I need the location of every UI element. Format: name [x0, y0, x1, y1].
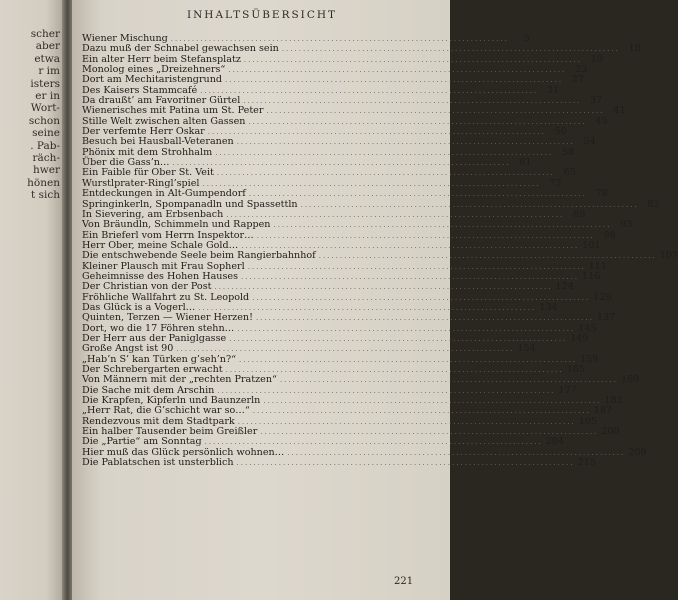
toc-entry-page: 41 [613, 105, 626, 117]
toc-dot-leader: ................................................................................ [176, 345, 515, 354]
left-page-fragment: seine [32, 127, 60, 140]
toc-dot-leader: ................................................................................ [214, 283, 553, 292]
toc-dot-leader: ................................................................................ [236, 138, 575, 147]
toc-dot-leader: ................................................................................ [252, 407, 591, 416]
toc-entry-title: Dazu muß der Schnabel gewachsen sein [82, 43, 279, 55]
toc-entry-title: Der Christian von der Post [82, 281, 212, 293]
toc-dot-leader: ................................................................................ [281, 45, 620, 54]
toc-entry-page: 111 [588, 260, 608, 272]
toc-entry-page: 54 [583, 136, 596, 148]
toc-entry-page: 209 [628, 446, 647, 458]
toc-entry-page: 129 [593, 291, 612, 303]
toc-dot-leader: ................................................................................ [228, 66, 567, 75]
toc-entry-page: 116 [582, 270, 601, 282]
toc-entry-page: 101 [582, 239, 601, 251]
toc-entry-page: 177 [558, 384, 577, 396]
toc-entry-page: 61 [519, 157, 532, 169]
toc-entry-title: Ein alter Herr beim Stefansplatz [82, 53, 241, 65]
toc-dot-leader: ................................................................................ [225, 76, 564, 85]
toc-dot-leader: ................................................................................ [241, 241, 580, 250]
toc-dot-leader: ................................................................................ [226, 210, 565, 219]
toc-entry-title: Ein halber Tausender beim Greißler [82, 426, 258, 438]
toc-entry-page: 169 [620, 374, 640, 386]
toc-entry-page: 65 [563, 167, 576, 179]
toc-dot-leader: ................................................................................ [279, 376, 618, 385]
toc-entry [82, 250, 678, 262]
toc-entry-title: Springinkerln, Spompanadln und Spassettln [82, 198, 298, 210]
toc-entry-title: In Sievering, am Erbsenbach [82, 208, 224, 220]
toc-entry-title: Hier muß das Glück persönlich wohnen… [82, 446, 285, 458]
toc-entry-title: Der verfemte Herr Oskar [82, 126, 205, 138]
toc-entry-title: Die Krapfen, Kipferln und Baunzerln [82, 395, 261, 407]
toc-entry-title: Die Pablatschen ist unsterblich [82, 457, 234, 469]
toc-entry-page: 89 [573, 208, 586, 220]
toc-entry-title: Von Bräundln, Schimmeln und Rappen [82, 219, 271, 231]
toc-entry-page: 37 [590, 95, 603, 107]
toc-dot-leader: ................................................................................ [248, 117, 587, 126]
toc-entry-title: Dort am Mechitaristengrund [82, 74, 223, 86]
toc-dot-leader: ................................................................................ [248, 190, 587, 199]
page-heading: INHALTSÜBERSICHT [186, 9, 338, 21]
toc-entry-page: 204 [545, 436, 564, 448]
toc-entry-title: Stille Welt zwischen alten Gassen [82, 115, 246, 127]
toc-entry-page: 73 [549, 177, 562, 189]
toc-entry-title: Entdeckungen in Alt-Gumpendorf [82, 188, 246, 200]
toc-dot-leader: ................................................................................ [300, 200, 639, 209]
toc-entry-page: 159 [580, 353, 599, 365]
toc-dot-leader: ................................................................................ [255, 314, 594, 323]
left-page-fragment: er in [35, 90, 60, 102]
page-number: 221 [394, 576, 414, 587]
left-page-fragment: hönen [27, 176, 60, 189]
toc-dot-leader: ................................................................................ [229, 334, 568, 343]
toc-dot-leader: ................................................................................ [215, 148, 554, 157]
toc-entry-title: Fröhliche Wallfahrt zu St. Leopold [82, 291, 250, 303]
toc-dot-leader: ................................................................................ [287, 448, 626, 457]
toc-dot-leader: ................................................................................ [260, 428, 599, 437]
toc-dot-leader: ................................................................................ [236, 459, 575, 468]
toc-dot-leader: ................................................................................ [237, 417, 576, 426]
toc-entry-page: 58 [561, 146, 575, 158]
toc-dot-leader: ................................................................................ [172, 159, 511, 168]
toc-dot-leader: ................................................................................ [318, 252, 657, 261]
toc-entry [82, 457, 596, 469]
left-page-fragment: . Pab- [30, 139, 60, 152]
toc-dot-leader: ................................................................................ [247, 262, 586, 271]
toc-dot-leader: ................................................................................ [225, 366, 564, 374]
toc-entry-title: Die „Partie“ am Sonntag [82, 436, 202, 448]
toc-entry-page: 183 [604, 395, 623, 407]
toc-dot-leader: ................................................................................ [239, 355, 578, 364]
left-page-fragment: isters [30, 77, 60, 90]
left-page-fragment: hwer [33, 164, 60, 177]
toc-entry-page: 200 [601, 426, 620, 438]
toc-dot-leader: ................................................................................ [266, 107, 605, 116]
toc-entry-page: 149 [570, 332, 589, 344]
toc-entry-title: Rendezvous mit dem Stadtpark [82, 415, 235, 427]
toc-entry-page: 82 [647, 198, 660, 210]
toc-entry-page: 23 [575, 64, 588, 76]
toc-dot-leader: ................................................................................ [200, 86, 539, 95]
toc-entry-title: Kleiner Plausch mit Frau Sopherl [82, 260, 245, 272]
toc-entry-page: 215 [577, 457, 596, 469]
left-page-fragment: schon [28, 114, 60, 127]
toc-dot-leader: ................................................................................ [273, 221, 612, 230]
toc-entry-title: Phönix mit dem Strohhalm [82, 146, 213, 158]
toc-dot-leader: ................................................................................ [263, 397, 602, 406]
toc-entry-page: 145 [578, 322, 597, 334]
toc-entry-page: 50 [554, 126, 567, 138]
left-page-fragment: r im [38, 65, 60, 78]
toc-entry-title: „Herr Rat, die G’schicht war so…“ [82, 405, 250, 417]
toc-dot-leader: ................................................................................ [202, 179, 541, 188]
table-of-contents [82, 33, 678, 469]
toc-entry-title: Geheimnisse des Hohen Hauses [82, 270, 238, 282]
toc-entry-title: Wurstlprater-Ringl’spiel [82, 177, 200, 189]
toc-entry-title: Die entschwebende Seele beim Rangierbahnhof [82, 250, 316, 262]
toc-entry-title: Der Herr aus der Paniglgasse [82, 332, 227, 344]
left-page-fragment: scher [30, 28, 60, 40]
toc-entry-title: Große Angst ist 90 [82, 343, 174, 355]
toc-entry-title: Ein Faible für Ober St. Veit [82, 167, 214, 179]
toc-entry-title: Monolog eines „Dreizehners“ [82, 64, 226, 76]
toc-entry-page: 124 [555, 281, 574, 293]
toc-entry-page: 45 [595, 115, 608, 127]
toc-dot-leader: ................................................................................ [216, 169, 555, 178]
toc-entry-title: Die Sache mit dem Arschin [82, 384, 215, 396]
toc-entry-page: 27 [571, 74, 585, 86]
toc-entry-title: Ein Brieferl vom Herrn Inspektor… [82, 229, 254, 241]
toc-entry-title: Von Männern mit der „rechten Pratzen“ [82, 374, 277, 386]
toc-entry-page: 10 [628, 43, 641, 55]
toc-entry-page: 165 [566, 364, 585, 375]
toc-entry-page: 78 [595, 188, 608, 200]
toc-entry-page: 107 [659, 250, 678, 262]
toc-entry-title: Das Glück is a Vogerl… [82, 301, 196, 313]
toc-entry-title: Der Schrebergarten erwacht [82, 364, 223, 375]
toc-entry-title: Des Kaisers Stammcafé [82, 84, 198, 96]
toc-entry-page: 137 [596, 312, 616, 324]
toc-entry-title: Wienerisches mit Patina um St. Peter [82, 105, 264, 117]
toc-dot-leader: ................................................................................ [170, 35, 509, 43]
toc-entry-title: Besuch bei Hausball-Veteranen [82, 136, 234, 148]
toc-entry-page: 31 [546, 84, 560, 96]
left-page [0, 0, 66, 600]
left-page-fragment: aber [35, 40, 60, 53]
toc-entry [82, 188, 608, 200]
toc-dot-leader: ................................................................................ [243, 55, 582, 64]
toc-entry [82, 219, 633, 231]
toc-entry-title: Über die Gass’n… [82, 157, 170, 169]
toc-entry-title: Quinten, Terzen — Wiener Herzen! [82, 312, 253, 324]
toc-dot-leader: ................................................................................ [217, 386, 556, 395]
toc-entry-page: 5 [523, 33, 530, 44]
toc-dot-leader: ................................................................................ [243, 97, 582, 106]
toc-entry-title: Wiener Mischung [82, 33, 168, 44]
left-page-fragment: t sich [31, 189, 60, 202]
toc-entry-title: „Hab’n S’ kan Türken g’seh’n?“ [82, 353, 237, 365]
toc-dot-leader: ................................................................................ [237, 324, 576, 333]
toc-entry-page: 134 [539, 301, 558, 313]
left-page-fragment: Wort- [30, 102, 60, 115]
left-page-fragment: etwa [34, 52, 60, 65]
toc-dot-leader: ................................................................................ [256, 231, 595, 240]
toc-entry-page: 19 [590, 53, 603, 65]
right-page [72, 0, 678, 600]
toc-entry-title: Da draußt’ am Favoritner Gürtel [82, 95, 241, 107]
toc-entry-page: 195 [578, 415, 598, 427]
toc-entry-page: 187 [593, 405, 613, 417]
toc-entry-page: 154 [517, 343, 536, 355]
toc-dot-leader: ................................................................................ [204, 438, 543, 447]
toc-dot-leader: ................................................................................ [252, 293, 591, 302]
toc-entry-page: 93 [620, 219, 633, 231]
left-page-fragment: räch- [32, 152, 60, 164]
toc-entry-title: Herr Ober, meine Schale Gold… [82, 239, 239, 251]
toc-dot-leader: ................................................................................ [241, 272, 580, 281]
toc-dot-leader: ................................................................................ [198, 303, 537, 312]
toc-entry-title: Dort, wo die 17 Föhren stehn… [82, 322, 235, 334]
toc-entry-page: 98 [603, 229, 616, 241]
toc-dot-leader: ................................................................................ [207, 128, 546, 137]
